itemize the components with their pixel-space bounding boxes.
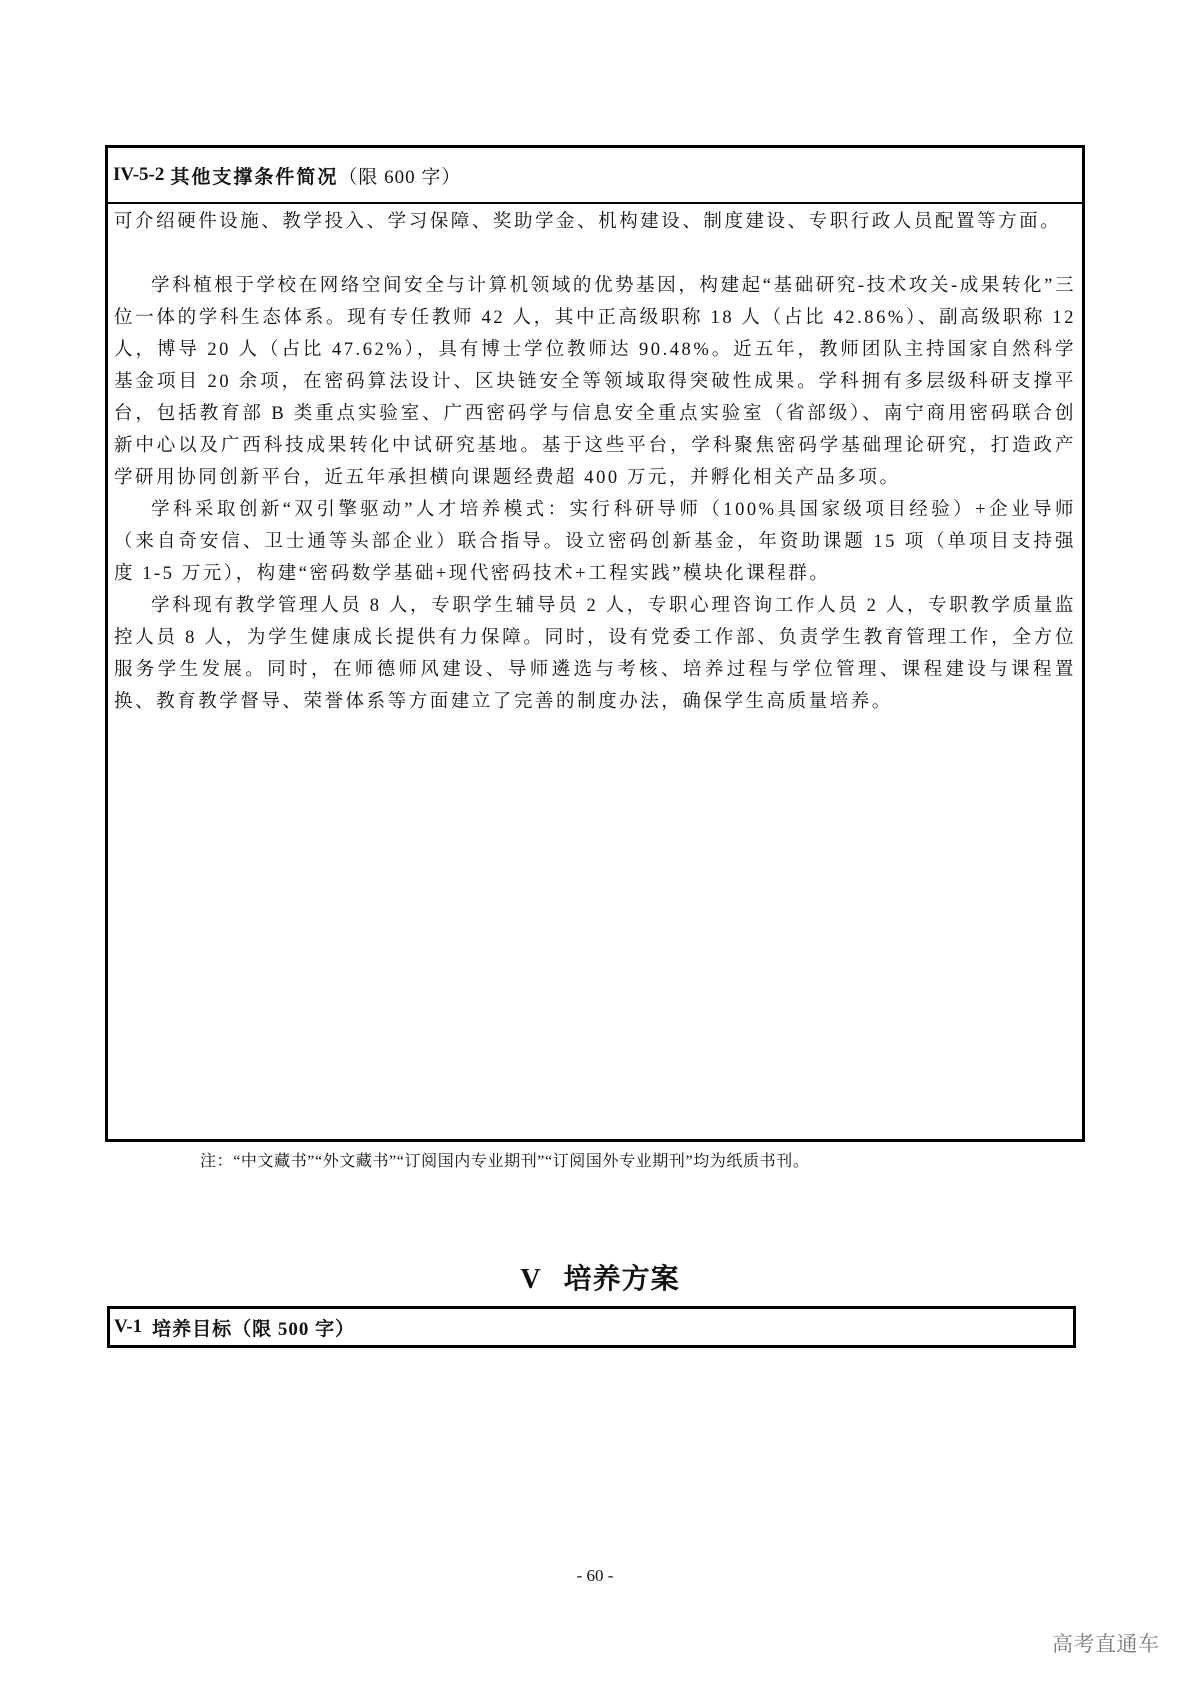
footnote: 注：“中文藏书”“外文藏书”“订阅国内专业期刊”“订阅国外专业期刊”均为纸质书刊。: [200, 1153, 810, 1170]
goal-code: V-1: [114, 1316, 143, 1337]
support-conditions-header: [108, 148, 1082, 204]
goal-title: 培养目标（限 500 字）: [152, 1318, 356, 1340]
support-conditions-body: [108, 204, 1082, 718]
training-goal-box: [107, 1306, 1076, 1348]
watermark-text: 高考直通车: [1052, 1632, 1160, 1656]
paragraph-research: 学科植根于学校在网络空间安全与计算机领域的优势基因，构建起“基础研究-技术攻关-成果转化”三位一体的学科生态体系。现有专任教师 42 人，其中正高级职称 18 人（占比 42.86%）、副高级职称 12 人，博导 20 人（占比 47.62%），具有博士学位教师达 90.48%。近五年，教师团队主持国家自然科学基金项目 20 余项，在密码算法设计、区块链安全等领域取得突破性成果。学科拥有多层级科研支撑平台，包括教育部 B 类重点实验室、广西密码学与信息安全重点实验室（省部级）、南宁商用密码联合创新中心以及广西科技成果转化中试研究基地。基于这些平台，学科聚焦密码学基础理论研究，打造政产学研用协同创新平台，近五年承担横向课题经费超 400 万元，并孵化相关产品多项。: [114, 276, 1077, 488]
support-conditions-box: [105, 145, 1085, 1142]
page-number: - 60 -: [576, 1566, 614, 1585]
section-numeral: V: [520, 1264, 542, 1295]
section-heading: 其他支撑条件简况: [170, 166, 339, 188]
section-code: IV-5-2: [113, 164, 165, 185]
word-limit: （限 600 字）: [338, 166, 462, 188]
paragraph-talent-training: 学科采取创新“双引擎驱动”人才培养模式：实行科研导师（100%具国家级项目经验）+企业导师（来自奇安信、卫士通等头部企业）联合指导。设立密码创新基金，年资助课题 15 项（单项目支持强度 1-5 万元），构建“密码数学基础+现代密码技术+工程实践”模块化课程群。: [114, 500, 1076, 584]
section-title: [0, 1257, 1190, 1297]
paragraph-management: 学科现有教学管理人员 8 人，专职学生辅导员 2 人，专职心理咨询工作人员 2 人，专职教学质量监控人员 8 人，为学生健康成长提供有力保障。同时，设有党委工作部、负责学生教育管理工作，全方位服务学生发展。同时，在师德师风建设、导师遴选与考核、培养过程与学位管理、课程建设与课程置换、教育教学督导、荣誉体系等方面建立了完善的制度办法，确保学生高质量培养。: [114, 596, 1076, 712]
section-title-text: 培养方案: [563, 1264, 680, 1295]
instruction-text: 可介绍硬件设施、教学投入、学习保障、奖助学金、机构建设、制度建设、专职行政人员配置等方面。: [114, 212, 1062, 232]
